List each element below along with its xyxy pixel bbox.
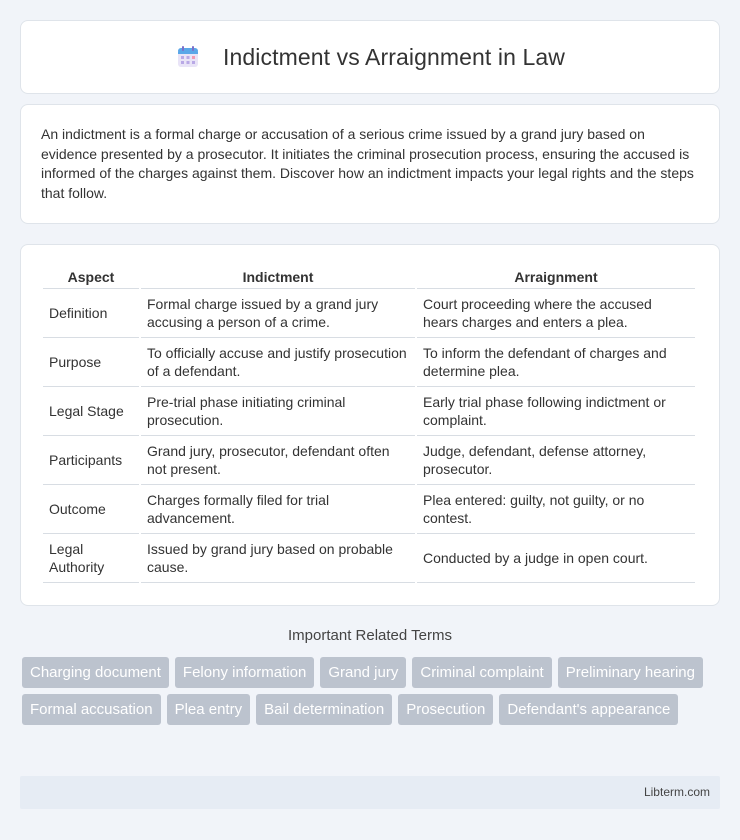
comparison-table [41,265,697,583]
cell-aspect: Outcome [43,485,139,534]
table-row [43,289,695,338]
related-terms-list [22,657,722,731]
related-term-tag[interactable]: Prosecution [398,694,493,725]
table-row [43,338,695,387]
intro-card [20,104,720,224]
header-aspect: Aspect [43,265,139,289]
related-term-tag[interactable]: Plea entry [167,694,251,725]
header-arraignment: Arraignment [417,265,695,289]
cell-indictment: Issued by grand jury based on probable cause. [141,534,415,583]
footer [20,776,720,809]
cell-arraignment: Plea entered: guilty, not guilty, or no contest. [417,485,695,534]
related-term-tag[interactable]: Grand jury [320,657,406,688]
table-row [43,485,695,534]
related-term-tag[interactable]: Defendant's appearance [499,694,678,725]
header-indictment: Indictment [141,265,415,289]
related-term-tag[interactable]: Formal accusation [22,694,161,725]
cell-aspect: Definition [43,289,139,338]
cell-arraignment: Early trial phase following indictment or complaint. [417,387,695,436]
cell-indictment: Pre-trial phase initiating criminal prosecution. [141,387,415,436]
cell-aspect: Legal Stage [43,387,139,436]
calendar-icon [175,44,201,70]
cell-aspect: Participants [43,436,139,485]
table-header-row [43,265,695,289]
table-row [43,534,695,583]
comparison-card [20,244,720,606]
cell-indictment: Formal charge issued by a grand jury accusing a person of a crime. [141,289,415,338]
cell-aspect: Purpose [43,338,139,387]
related-term-tag[interactable]: Felony information [175,657,314,688]
cell-indictment: To officially accuse and justify prosecution of a defendant. [141,338,415,387]
cell-aspect: Legal Authority [43,534,139,583]
related-term-tag[interactable]: Bail determination [256,694,392,725]
related-term-tag[interactable]: Charging document [22,657,169,688]
cell-arraignment: To inform the defendant of charges and determine plea. [417,338,695,387]
cell-indictment: Charges formally filed for trial advancement. [141,485,415,534]
cell-arraignment: Judge, defendant, defense attorney, prosecutor. [417,436,695,485]
related-term-tag[interactable]: Preliminary hearing [558,657,703,688]
table-row [43,436,695,485]
related-terms-title: Important Related Terms [288,627,452,644]
intro-text: An indictment is a formal charge or accusation of a serious crime issued by a grand jury based on evidence presented by a prosecutor. It initiates the criminal prosecution process, ensuring the accused is informed of the charges against them. Discover how an indictment impacts your legal rights and the steps that follow. [41,126,694,201]
cell-arraignment: Court proceeding where the accused hears charges and enters a plea. [417,289,695,338]
page-title: Indictment vs Arraignment in Law [223,43,565,70]
table-row [43,387,695,436]
header-card [20,20,720,94]
cell-indictment: Grand jury, prosecutor, defendant often not present. [141,436,415,485]
related-term-tag[interactable]: Criminal complaint [412,657,551,688]
cell-arraignment: Conducted by a judge in open court. [417,534,695,583]
footer-site-link[interactable]: Libterm.com [643,785,710,799]
